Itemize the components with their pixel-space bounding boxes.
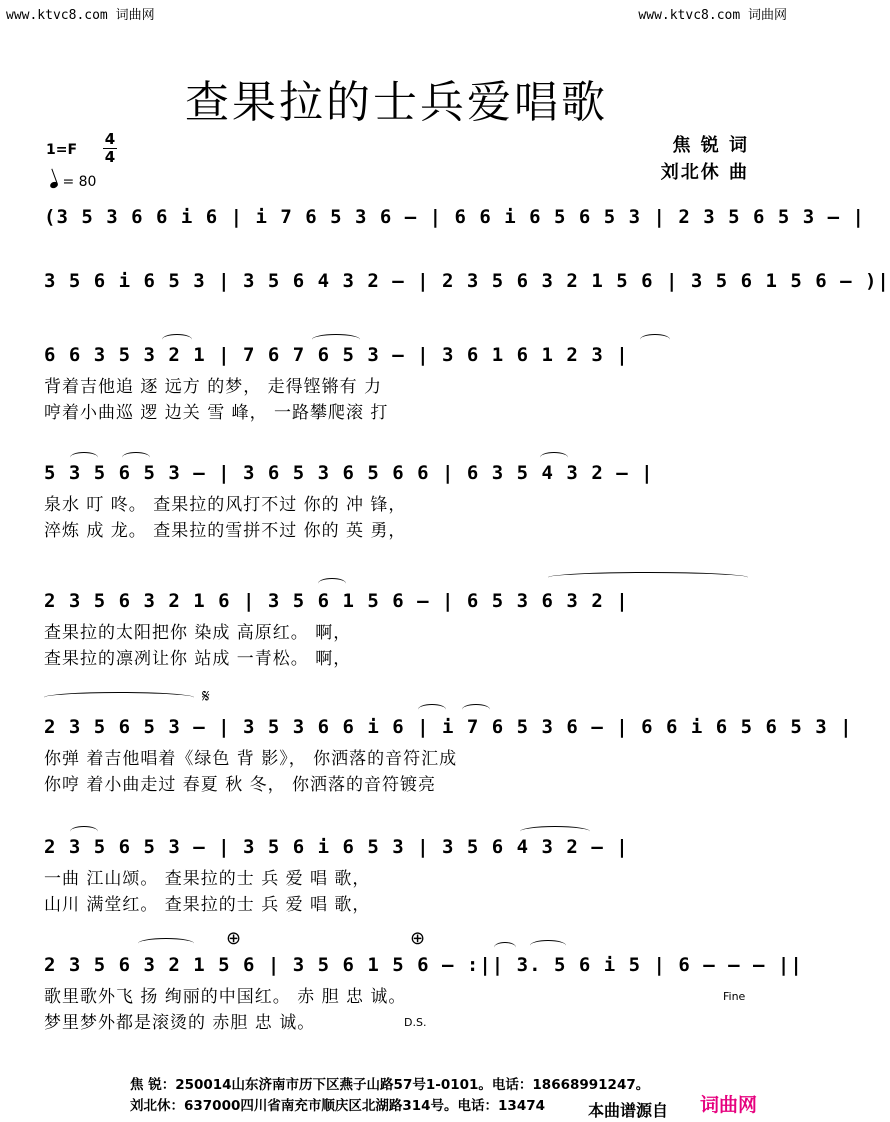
lyrics-line-6-verse-2: 你哼 着小曲走过 春夏 秋 冬， 你洒落的音符镀亮 <box>44 775 437 795</box>
score-line-7 <box>0 832 793 915</box>
site-logo[interactable]: 词曲网 <box>700 1094 758 1116</box>
score-line-3 <box>0 340 793 423</box>
score-line-5 <box>0 586 793 669</box>
footer-contact-1: 焦 锐：250014山东济南市历下区燕子山路57号1-0101。电话：18668991247。 <box>130 1077 650 1093</box>
lyrics-line-6-verse-1: 你弹 着吉他唱着《绿色 背 影》， 你洒落的音符汇成 <box>44 749 458 769</box>
notation-line-1: (3 5 3 6 6 i 6 | i 7 6 5 3 6 – | 6 6 i 6 5 6 5 3 | 2 3 5 6 5 3 – | <box>44 206 865 228</box>
notation-line-8: 2 3 5 6 3 2 1 5 6 | 3 5 6 1 5 6 – :|| 3. 5 6 i 5 | 6 – – – || <box>44 954 803 976</box>
ds-marking: D.S. <box>404 1016 427 1029</box>
coda-icon-2: ⊕ <box>410 928 426 949</box>
lyrics-line-4-verse-1: 泉水 叮 咚。 查果拉的风打不过 你的 冲 锋， <box>44 495 407 515</box>
site-watermark-right[interactable]: www.ktvc8.com 词曲网 <box>638 8 787 23</box>
score-line-8 <box>0 928 803 1033</box>
composer-credit: 刘北休 曲 <box>660 162 749 183</box>
notation-line-5: 2 3 5 6 3 2 1 6 | 3 5 6 1 5 6 – | 6 5 3 6 3 2 | <box>44 590 629 612</box>
notation-line-4: 5 3 5 6 5 3 – | 3 6 5 3 6 5 6 6 | 6 3 5 4 3 2 – | <box>44 462 654 484</box>
lyrics-line-5-verse-1: 查果拉的太阳把你 染成 高原红。 啊， <box>44 623 352 643</box>
key-signature: 1=F <box>46 142 78 158</box>
notation-line-3: 6 6 3 5 3 2 1 | 7 6 7 6 5 3 – | 3 6 1 6 1 2 3 | <box>44 344 629 366</box>
coda-icon: ⊕ <box>226 928 242 949</box>
segno-icon: 𝄋 <box>202 686 210 707</box>
lyricist-credit: 焦 锐 词 <box>672 135 749 156</box>
song-title: 查果拉的士兵爱唱歌 <box>185 77 608 128</box>
lyrics-line-3-verse-1: 背着吉他追 逐 远方 的梦， 走得铿锵有 力 <box>44 377 383 397</box>
score-line-1 <box>0 202 865 262</box>
quarter-note-icon <box>49 181 59 189</box>
time-signature <box>103 131 117 166</box>
time-signature-top: 4 <box>104 130 116 148</box>
lyrics-line-7-verse-2: 山川 满堂红。 查果拉的士 兵 爱 唱 歌， <box>44 895 371 915</box>
lyrics-line-4-verse-2: 淬炼 成 龙。 查果拉的雪拼不过 你的 英 勇， <box>44 521 407 541</box>
lyrics-line-3-verse-2: 哼着小曲巡 逻 边关 雪 峰， 一路攀爬滚 打 <box>44 403 389 423</box>
tempo-value: = 80 <box>62 174 97 190</box>
site-watermark-left[interactable]: www.ktvc8.com 词曲网 <box>6 8 155 23</box>
source-note: 本曲谱源自 <box>588 1101 669 1120</box>
lyrics-line-8-verse-2: 梦里梦外都是滚烫的 赤胆 忠 诚。 <box>44 1013 316 1033</box>
lyrics-line-8-verse-1: 歌里歌外飞 扬 绚丽的中国红。 赤 胆 忠 诚。 <box>44 987 407 1007</box>
footer-contact-2: 刘北休：637000四川省南充市顺庆区北湖路314号。电话：13474 <box>130 1098 546 1114</box>
fine-marking: Fine <box>723 990 746 1003</box>
tempo-marking <box>50 174 96 190</box>
lyrics-line-5-verse-2: 查果拉的凛冽让你 站成 一青松。 啊， <box>44 649 352 669</box>
time-signature-bottom: 4 <box>104 148 116 166</box>
score-line-6 <box>0 686 853 795</box>
notation-line-6: 2 3 5 6 5 3 – | 3 5 3 6 6 i 6 | i 7 6 5 3 6 – | 6 6 i 6 5 6 5 3 | <box>44 716 853 738</box>
notation-line-7: 2 3 5 6 5 3 – | 3 5 6 i 6 5 3 | 3 5 6 4 3 2 – | <box>44 836 629 858</box>
score-line-4 <box>0 458 793 541</box>
score-line-2 <box>0 266 890 326</box>
notation-line-2: 3 5 6 i 6 5 3 | 3 5 6 4 3 2 – | 2 3 5 6 3 2 1 5 6 | 3 5 6 1 5 6 – )| <box>44 270 890 292</box>
lyrics-line-7-verse-1: 一曲 江山颂。 查果拉的士 兵 爱 唱 歌， <box>44 869 371 889</box>
